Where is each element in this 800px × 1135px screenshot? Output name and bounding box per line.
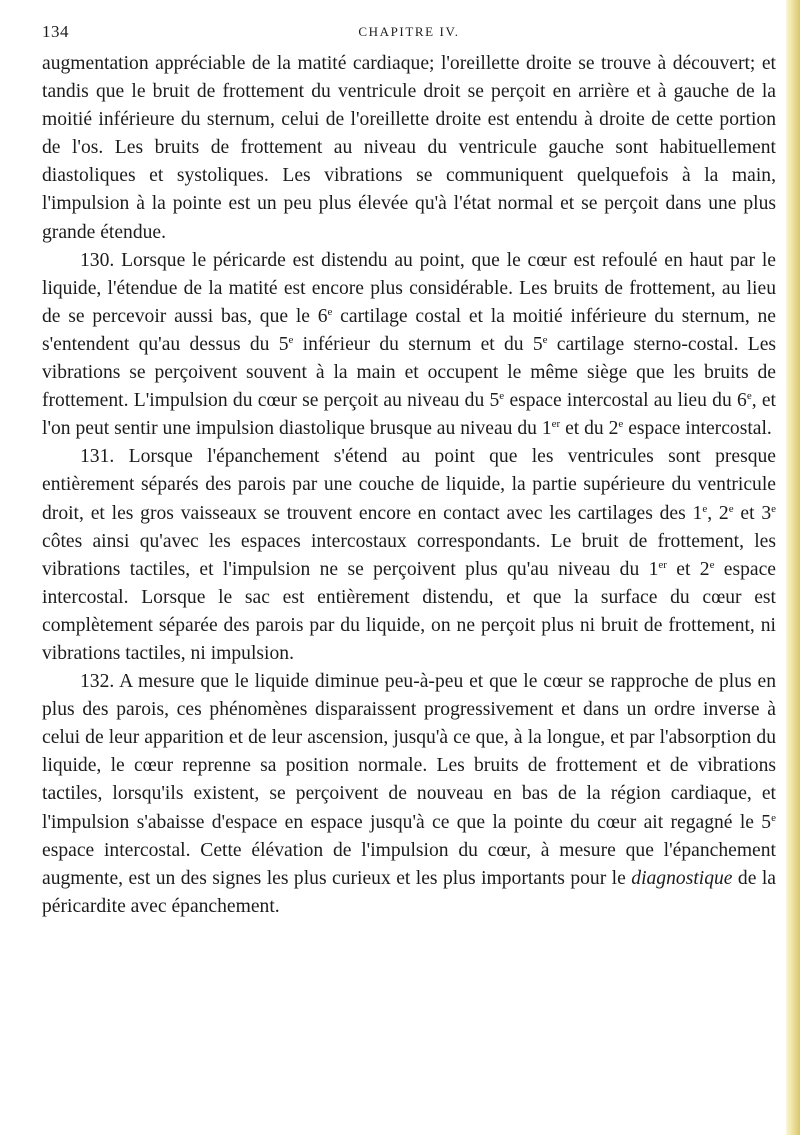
text-run: espace intercostal. Lorsque le sac est entièrement distendu, et que la surface du cœur est complètement séparée des parois par du liquide, on ne perçoit plus ni bruit de frottement, ni vibrations tactiles, ni impulsion. bbox=[42, 558, 777, 664]
text-run: espace intercostal. bbox=[623, 418, 772, 440]
superscript: e bbox=[771, 502, 777, 515]
text-run: 132. A mesure que le liquide diminue peu-à-peu et que le cœur se rapproche de plus en plus des parois, ces phénomènes disparaissent progressivement et dans un ordre inverse à celui de leur apparition et de leur ascension, jusqu'à ce que, à la longue, et par l'absorption du liquide, le cœur reprenne sa position normale. Les bruits de frottement et de vibrations tactiles, lorsqu'ils existent, se perçoivent de nouveau en bas de la région cardiaque, et l'impulsion s'abaisse d'espace en espace jusqu'à ce que la pointe du cœur ait regagné le 5 bbox=[42, 671, 776, 833]
chapter-title: CHAPITRE IV. bbox=[358, 24, 460, 39]
superscript: e bbox=[771, 811, 776, 824]
superscript: e bbox=[709, 558, 715, 571]
text-run: et 2 bbox=[666, 558, 710, 580]
superscript: e bbox=[728, 502, 734, 515]
superscript: e bbox=[499, 390, 505, 403]
superscript: er bbox=[658, 558, 667, 571]
book-page bbox=[42, 10, 776, 921]
superscript: e bbox=[702, 502, 708, 515]
body-text bbox=[42, 50, 776, 921]
running-head bbox=[42, 10, 776, 44]
paragraph-continuation: augmentation appréciable de la matité cardiaque; l'oreillette droite se trouve à découvert; et tandis que le bruit de frottement du ventricule droit se perçoit en arrière et à gauche de la moitié inférieure du sternum, celui de l'oreillette droite est entendu à droite de cette portion de l'os. Les bruits de frottement au niveau du ventricule gauche sont habituellement diastoliques et systoliques. Les vibrations se communiquent quelquefois à la main, l'impulsion à la pointe est un peu plus élevée qu'à l'état normal et se perçoit dans une plus grande étendue. bbox=[42, 53, 776, 243]
text-run: et 3 bbox=[733, 502, 772, 524]
superscript: e bbox=[618, 418, 624, 431]
text-run: 131. Lorsque l'épanchement s'étend au point que les ventricules sont presque entièrement séparés des parois par une couche de liquide, la partie supérieure du ventricule droit, et les gros vaisseaux se trouvent encore en contact avec les cartilages des 1 bbox=[42, 446, 776, 524]
text-run: , et l'on peut sentir une impulsion diastolique brusque au niveau du 1 bbox=[42, 390, 776, 440]
italic-term: diagnostique bbox=[631, 867, 733, 889]
text-run: inférieur du sternum et du 5 bbox=[293, 333, 543, 355]
superscript: er bbox=[551, 418, 561, 431]
text-run: cartilage costal et la moitié inférieure du sternum, ne s'entendent qu'au dessus du 5 bbox=[42, 305, 776, 355]
page-edge-discoloration bbox=[786, 0, 800, 1135]
text-run: espace intercostal. Cette élévation de l'impulsion du cœur, à mesure que l'épanchement augmente, est un des signes les plus curieux et les plus importants pour le bbox=[42, 839, 776, 889]
text-run: 130. Lorsque le péricarde est distendu au point, que le cœur est refoulé en haut par le liquide, l'étendue de la matité est encore plus considérable. Les bruits de frottement, au lieu de se percevoir aussi bas, que le 6 bbox=[42, 249, 776, 327]
superscript: e bbox=[327, 305, 333, 318]
superscript: e bbox=[746, 390, 752, 403]
text-run: , 2 bbox=[707, 502, 729, 524]
paragraph-131 bbox=[42, 443, 776, 668]
superscript: e bbox=[288, 333, 294, 346]
superscript: e bbox=[542, 333, 548, 346]
text-run: cartilage sterno-costal. Les vibrations se perçoivent souvent à la main et occupent le même siège que les bruits de frottement. L'impulsion du cœur se perçoit au niveau du 5 bbox=[42, 333, 777, 412]
paragraph-130 bbox=[42, 247, 776, 444]
text-run: espace intercostal au lieu du 6 bbox=[504, 390, 747, 412]
text-run: côtes ainsi qu'avec les espaces intercostaux correspondants. Le bruit de frottement, les vibrations tactiles, et l'impulsion ne se perçoivent plus qu'au niveau du 1 bbox=[42, 530, 776, 580]
text-run: et du 2 bbox=[560, 418, 619, 440]
paragraph-132 bbox=[42, 668, 776, 921]
text-run: de la péricardite avec épanchement. bbox=[42, 867, 777, 917]
page-number: 134 bbox=[42, 22, 69, 41]
